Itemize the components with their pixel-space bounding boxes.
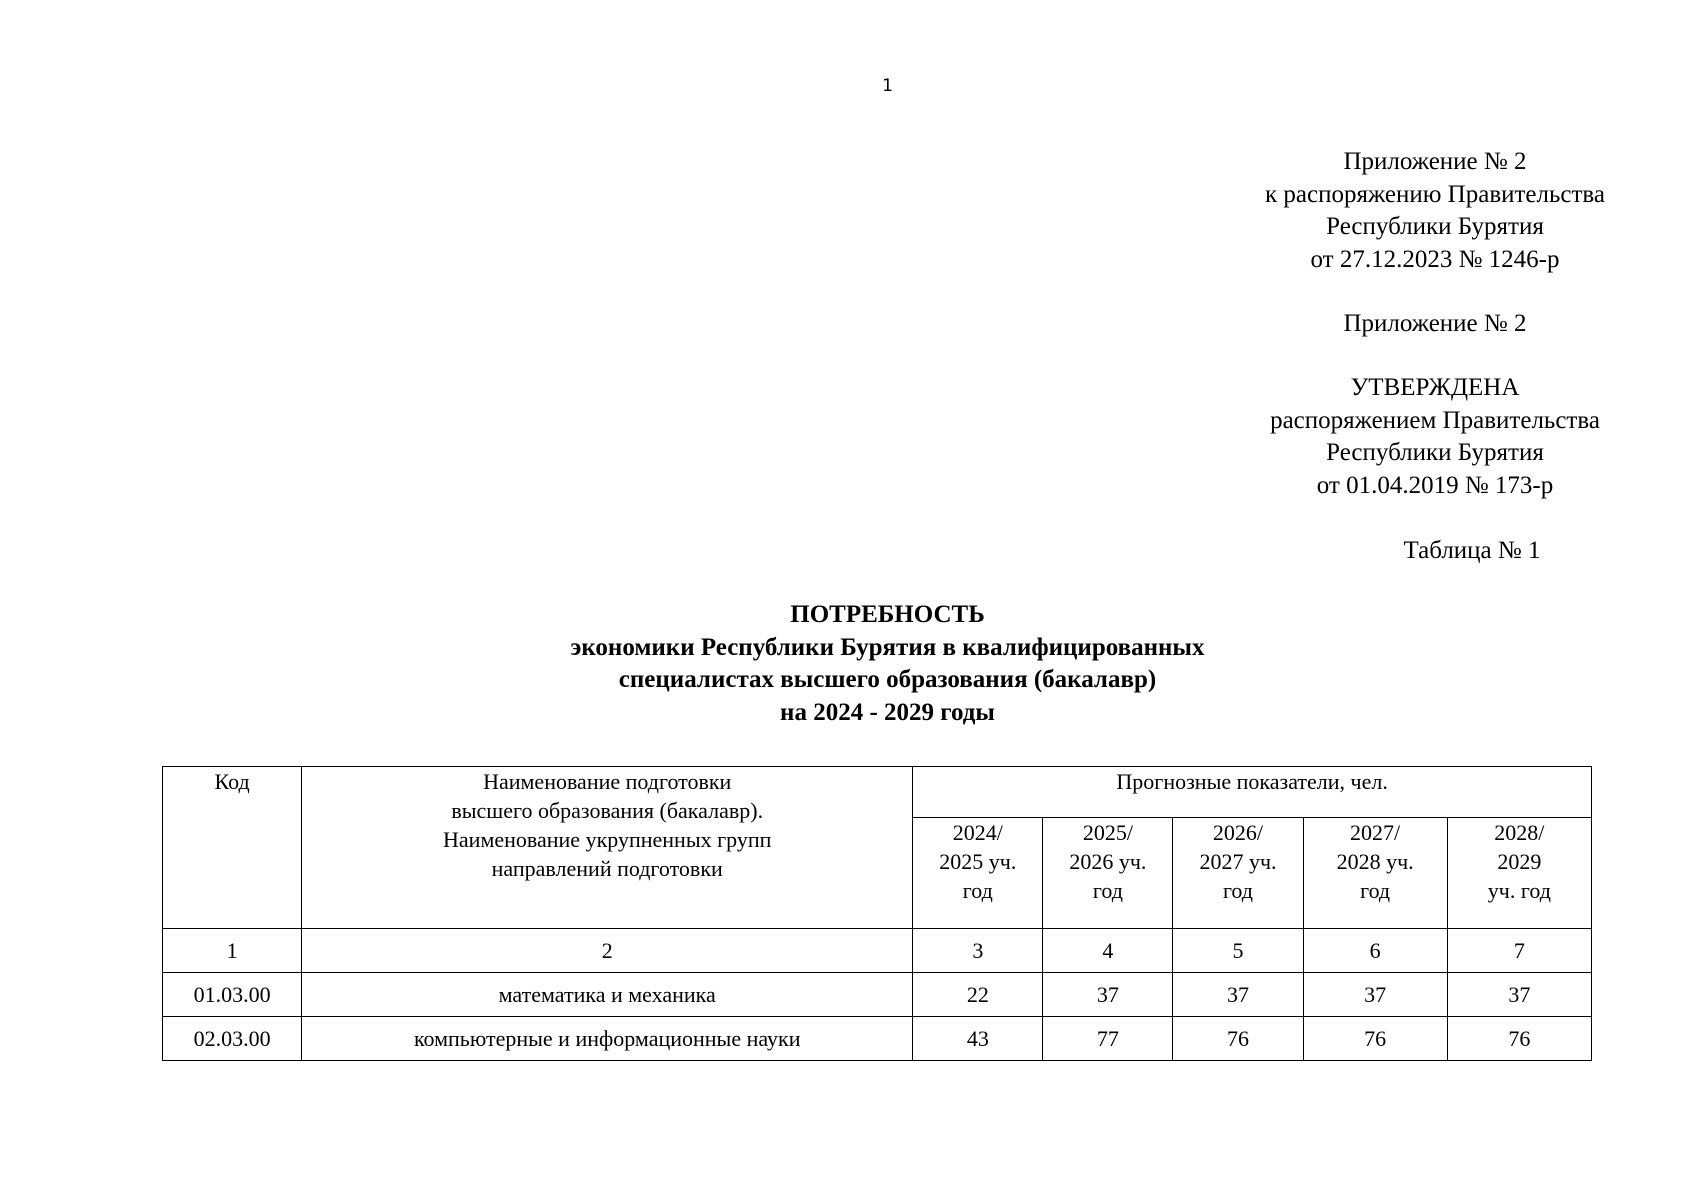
column-number: 6 (1303, 929, 1447, 973)
cell-value: 43 (913, 1017, 1043, 1061)
column-number: 5 (1173, 929, 1303, 973)
cell-value: 22 (913, 973, 1043, 1017)
annex-line: от 27.12.2023 № 1246-р (1310, 245, 1560, 273)
cell-code: 01.03.00 (163, 973, 302, 1017)
year-line: 2028 уч. (1336, 849, 1414, 874)
column-number-row (163, 929, 1592, 973)
annex-line: Республики Бурятия (1326, 213, 1544, 240)
page-number: 1 (882, 76, 893, 96)
header-code-text: Код (214, 769, 250, 794)
annex-line: Приложение № 2 (1343, 310, 1527, 337)
annex-line: от 01.04.2019 № 173-р (1316, 471, 1554, 499)
header-name (302, 767, 913, 929)
year-line: 2025 уч. (939, 849, 1017, 874)
annex-line: к распоряжению Правительства (1264, 180, 1605, 208)
header-name-line: Наименование укрупненных групп (443, 827, 772, 852)
year-line: год (1222, 878, 1253, 903)
cell-value: 37 (1173, 973, 1303, 1017)
table-label: Таблица № 1 (1403, 537, 1541, 564)
cell-value: 76 (1447, 1017, 1591, 1061)
cell-value: 76 (1303, 1017, 1447, 1061)
header-year-3 (1173, 818, 1303, 929)
title-line: специалистах высшего образования (бакалавр) (618, 666, 1157, 693)
cell-name: математика и механика (302, 973, 913, 1017)
header-year-2 (1043, 818, 1173, 929)
year-line: 2028/ (1494, 820, 1545, 845)
header-year-5 (1447, 818, 1591, 929)
year-line: 2025/ (1082, 820, 1133, 845)
annex-block-current-order (1225, 146, 1645, 276)
cell-value: 77 (1043, 1017, 1173, 1061)
header-name-line: направлений подготовки (491, 856, 723, 881)
annex-line: Республики Бурятия (1326, 439, 1544, 466)
title-line: ПОТРЕБНОСТЬ (790, 601, 985, 628)
header-name-line: Наименование подготовки (483, 769, 732, 794)
header-forecast (913, 767, 1592, 818)
header-name-line: высшего образования (бакалавр). (451, 798, 764, 823)
year-line: 2027/ (1350, 820, 1401, 845)
year-line: 2026 уч. (1069, 849, 1147, 874)
header-year-4 (1303, 818, 1447, 929)
annex-line: Приложение № 2 (1343, 148, 1527, 175)
column-number: 4 (1043, 929, 1173, 973)
table-row (163, 973, 1592, 1017)
cell-value: 37 (1447, 973, 1591, 1017)
column-number: 1 (163, 929, 302, 973)
header-code (163, 767, 302, 929)
cell-value: 76 (1173, 1017, 1303, 1061)
header-row-top (163, 767, 1592, 818)
year-line: 2027 уч. (1199, 849, 1277, 874)
year-line: год (1360, 878, 1391, 903)
column-number: 2 (302, 929, 913, 973)
year-line: 2029 (1497, 849, 1542, 874)
table-row (163, 1017, 1592, 1061)
year-line: уч. год (1487, 878, 1551, 903)
cell-name: компьютерные и информационные науки (302, 1017, 913, 1061)
annex-line: распоряжением Правительства (1270, 406, 1600, 434)
document-title (400, 599, 1375, 729)
year-line: 2024/ (952, 820, 1003, 845)
column-number: 3 (913, 929, 1043, 973)
cell-value: 37 (1043, 973, 1173, 1017)
annex-line: УТВЕРЖДЕНА (1350, 374, 1520, 401)
title-line: на 2024 - 2029 годы (780, 698, 995, 726)
year-line: год (962, 878, 993, 903)
annex-block-number (1225, 308, 1645, 341)
header-forecast-text: Прогнозные показатели, чел. (1116, 769, 1388, 794)
annex-block-approved (1225, 372, 1645, 502)
year-line: 2026/ (1212, 820, 1264, 845)
forecast-table (162, 766, 1592, 1061)
column-number: 7 (1447, 929, 1591, 973)
year-line: год (1092, 878, 1123, 903)
header-year-1 (913, 818, 1043, 929)
cell-value: 37 (1303, 973, 1447, 1017)
title-line: экономики Республики Бурятия в квалифицированных (570, 633, 1205, 661)
cell-code: 02.03.00 (163, 1017, 302, 1061)
